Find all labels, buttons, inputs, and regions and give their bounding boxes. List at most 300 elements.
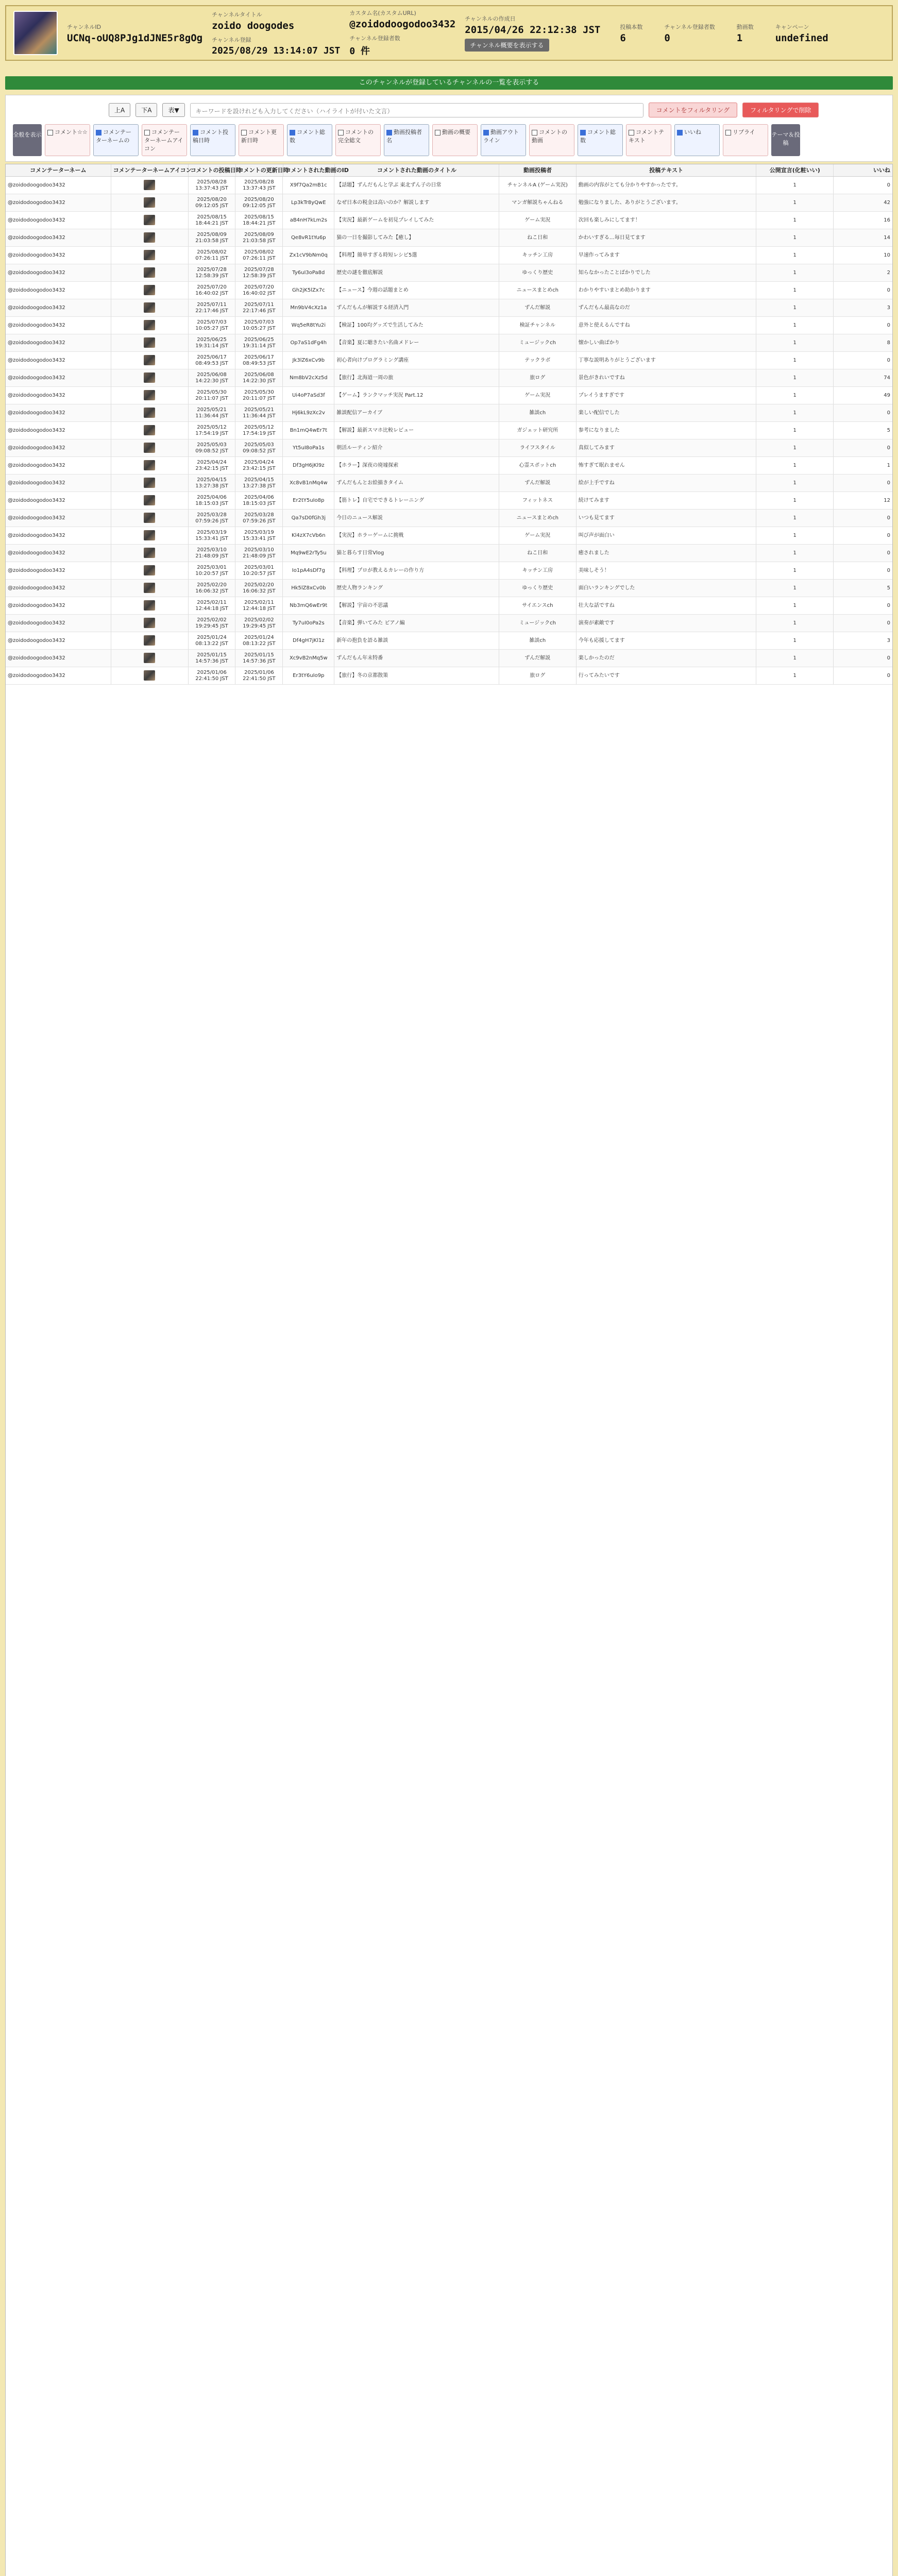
- commenter-avatar-icon: [144, 478, 155, 488]
- cell-posted: 2025/02/02 19:29:45 JST: [189, 615, 236, 632]
- cell-pub: 1: [756, 492, 834, 509]
- cell-updated: 2025/08/28 13:37:43 JST: [235, 177, 283, 194]
- cell-pub: 1: [756, 212, 834, 229]
- cell-name[interactable]: @zoidodoogodoo3432: [6, 562, 111, 579]
- table-row[interactable]: [6, 562, 892, 580]
- cell-likes: 0: [887, 620, 890, 626]
- filter-button[interactable]: コメントをフィルタリング: [649, 103, 737, 117]
- cell-name[interactable]: @zoidodoogodoo3432: [6, 650, 111, 667]
- table-row[interactable]: [6, 194, 892, 212]
- cell-text: 次回も楽しみにしてます！: [577, 212, 757, 229]
- cell-likes: 0: [887, 515, 890, 521]
- commenter-icon-cell: [111, 369, 189, 386]
- cell-updated: 2025/08/09 21:03:58 JST: [235, 229, 283, 246]
- commenter-icon-cell: [111, 615, 189, 632]
- cell-pub: 1: [756, 247, 834, 264]
- table-row[interactable]: [6, 299, 892, 317]
- cell-title: 新年の抱負を語る雑談: [334, 632, 499, 649]
- cell-pub: 1: [756, 562, 834, 579]
- cell-posted: 2025/07/28 12:58:39 JST: [189, 264, 236, 281]
- column-toggle-label: コメント☆☆: [55, 129, 88, 135]
- cell-likes: 5: [887, 585, 890, 591]
- column-toggle-label: コメントの完全総文: [338, 129, 374, 144]
- table-row[interactable]: [6, 457, 892, 474]
- table-row[interactable]: [6, 264, 892, 282]
- column-toggle-label: コメントの動画: [532, 129, 567, 144]
- cell-video-id[interactable]: Mn9bV4cXz1a: [283, 299, 334, 316]
- cell-name[interactable]: @zoidodoogodoo3432: [6, 212, 111, 229]
- cell-updated: 2025/04/24 23:42:15 JST: [235, 457, 283, 474]
- commenter-icon-cell: [111, 545, 189, 562]
- cell-name[interactable]: @zoidodoogodoo3432: [6, 317, 111, 334]
- cell-video-id[interactable]: Io1pA4sDf7g: [283, 562, 334, 579]
- cell-likes: 49: [884, 393, 890, 398]
- table-row[interactable]: [6, 545, 892, 562]
- cell-name[interactable]: @zoidodoogodoo3432: [6, 404, 111, 421]
- column-header[interactable]: 投稿テキスト: [577, 164, 756, 176]
- column-toggle[interactable]: [723, 124, 768, 156]
- cell-likes: 8: [887, 340, 890, 346]
- sort-button-1[interactable]: 上A: [109, 103, 130, 117]
- cell-title: 【検証】100均グッズで生活してみた: [334, 317, 499, 334]
- cell-name[interactable]: @zoidodoogodoo3432: [6, 264, 111, 281]
- cell-name[interactable]: @zoidodoogodoo3432: [6, 474, 111, 492]
- channel-id-label: チャンネルID: [67, 23, 101, 30]
- column-toggle[interactable]: [142, 124, 187, 156]
- commenter-icon-cell: [111, 492, 189, 509]
- cell-posted: 2025/05/21 11:36:44 JST: [189, 404, 236, 421]
- column-toggle[interactable]: [45, 124, 90, 156]
- cell-video-id[interactable]: Ui4oP7aSd3f: [283, 387, 334, 404]
- cell-text: いつも見てます: [577, 510, 757, 527]
- cell-posted: 2025/03/19 15:33:41 JST: [189, 527, 236, 544]
- sort-button-2[interactable]: 下A: [135, 103, 157, 117]
- cell-name[interactable]: @zoidodoogodoo3432: [6, 247, 111, 264]
- cell-title: ずんだもんとお絵描きタイム: [334, 474, 499, 492]
- cell-text: 壮大な話ですね: [577, 597, 757, 614]
- table-row[interactable]: [6, 387, 892, 404]
- table-header: [6, 164, 892, 177]
- table-row[interactable]: [6, 317, 892, 334]
- cell-updated: 2025/07/28 12:58:39 JST: [235, 264, 283, 281]
- filter-panel: [5, 95, 893, 162]
- cell-author: ミュージックch: [499, 334, 577, 351]
- cell-name[interactable]: @zoidodoogodoo3432: [6, 352, 111, 369]
- column-toggle[interactable]: [93, 124, 139, 156]
- custom-url: @zoidodoogodoo3432: [349, 19, 456, 30]
- cell-pub: 1: [756, 422, 834, 439]
- cell-title: 【料理】簡単すぎる時短レシピ5選: [334, 247, 499, 264]
- stat-videos-label: 動画数: [736, 23, 754, 30]
- cell-name[interactable]: @zoidodoogodoo3432: [6, 334, 111, 351]
- commenter-avatar-icon: [144, 425, 155, 435]
- table-row[interactable]: [6, 650, 892, 667]
- column-toggle[interactable]: [674, 124, 720, 156]
- custom-url-block: [349, 6, 455, 60]
- cell-video-id[interactable]: Ty6uI3oPa8d: [283, 264, 334, 281]
- table-row[interactable]: [6, 580, 892, 597]
- column-toggle-label: コメント総数: [290, 129, 325, 144]
- commenter-avatar-icon: [144, 267, 155, 278]
- cell-posted: 2025/04/15 13:27:38 JST: [189, 474, 236, 492]
- checkbox-icon: [725, 130, 731, 135]
- table-row[interactable]: [6, 667, 892, 685]
- cell-title: 雑談配信アーカイブ: [334, 404, 499, 421]
- cell-name[interactable]: @zoidodoogodoo3432: [6, 510, 111, 527]
- cell-pub: 1: [756, 510, 834, 527]
- cell-video-id[interactable]: Op7aS1dFg4h: [283, 334, 334, 351]
- cell-likes: 0: [887, 410, 890, 416]
- column-toggle-label: 動画アウトライン: [483, 129, 519, 144]
- cell-updated: 2025/08/15 18:44:21 JST: [235, 212, 283, 229]
- cell-author: 検証チャンネル: [499, 317, 577, 334]
- commenter-icon-cell: [111, 510, 189, 527]
- table-row[interactable]: [6, 247, 892, 264]
- cell-name[interactable]: @zoidodoogodoo3432: [6, 492, 111, 509]
- cell-video-id[interactable]: Er2tY5uIo8p: [283, 492, 334, 509]
- cell-name[interactable]: @zoidodoogodoo3432: [6, 615, 111, 632]
- cell-name[interactable]: @zoidodoogodoo3432: [6, 299, 111, 316]
- cell-text: かわいすぎる…毎日見てます: [577, 229, 757, 246]
- cell-title: 歴史の謎を徹底解説: [334, 264, 499, 281]
- cell-likes: 1: [887, 463, 890, 468]
- channel-stats: [620, 23, 828, 44]
- cell-updated: 2025/08/20 09:12:05 JST: [235, 194, 283, 211]
- cell-video-id[interactable]: Hj6kL9zXc2v: [283, 404, 334, 421]
- stat-videos: [737, 23, 754, 44]
- column-toggle[interactable]: [190, 124, 235, 156]
- table-row[interactable]: [6, 282, 892, 299]
- commenter-icon-cell: [111, 247, 189, 264]
- table-row[interactable]: [6, 492, 892, 510]
- cell-posted: 2025/02/20 16:06:32 JST: [189, 580, 236, 597]
- cell-author: ガジェット研究所: [499, 422, 577, 439]
- cell-title: 歴史人物ランキング: [334, 580, 499, 597]
- cell-likes: 5: [887, 428, 890, 433]
- channel-avatar: [13, 11, 58, 55]
- table-row[interactable]: [6, 334, 892, 352]
- column-toggle[interactable]: [239, 124, 284, 156]
- cell-posted: 2025/07/11 22:17:46 JST: [189, 299, 236, 316]
- stat-subs-label: チャンネル登録者数: [664, 23, 715, 30]
- table-row[interactable]: [6, 474, 892, 492]
- commenter-icon-cell: [111, 404, 189, 421]
- cell-name[interactable]: @zoidodoogodoo3432: [6, 457, 111, 474]
- cell-posted: 2025/08/20 09:12:05 JST: [189, 194, 236, 211]
- cell-pub: 1: [756, 667, 834, 684]
- commenter-avatar-icon: [144, 600, 155, 611]
- column-toggle[interactable]: [432, 124, 478, 156]
- column-toggle-label: コメント更新日時: [241, 129, 277, 144]
- cell-title: ずんだもん年末特番: [334, 650, 499, 667]
- cell-updated: 2025/03/01 10:20:57 JST: [235, 562, 283, 579]
- table-row[interactable]: [6, 615, 892, 632]
- table-row[interactable]: [6, 229, 892, 247]
- column-header[interactable]: コメントの更新日時: [236, 164, 283, 176]
- cell-author: ゲーム実況: [499, 387, 577, 404]
- table-row[interactable]: [6, 369, 892, 387]
- cell-title: 【旅行】冬の京都散策: [334, 667, 499, 684]
- cell-updated: 2025/02/11 12:44:18 JST: [235, 597, 283, 614]
- cell-video-id[interactable]: Df4gH7jKl1z: [283, 632, 334, 649]
- cell-pub: 1: [756, 527, 834, 544]
- cell-title: 【解説】宇宙の不思議: [334, 597, 499, 614]
- commenter-icon-cell: [111, 527, 189, 544]
- cell-name[interactable]: @zoidodoogodoo3432: [6, 177, 111, 194]
- column-header[interactable]: コメントの投稿日時: [189, 164, 236, 176]
- commenter-icon-cell: [111, 212, 189, 229]
- created-date: 2015/04/26 22:12:38 JST: [465, 24, 601, 36]
- commenter-icon-cell: [111, 177, 189, 194]
- commenter-avatar-icon: [144, 460, 155, 470]
- cell-title: 【話題】ずんだもんと学ぶ 東北ずん子の日常: [334, 177, 499, 194]
- cell-author: ずんだ解説: [499, 650, 577, 667]
- cell-name[interactable]: @zoidodoogodoo3432: [6, 387, 111, 404]
- commenter-avatar-icon: [144, 635, 155, 646]
- column-header[interactable]: コメントされた動画のタイトル: [335, 164, 500, 176]
- cell-video-id[interactable]: Lp3kTr8yQwE: [283, 194, 334, 211]
- column-header[interactable]: 公開宣言(化粧いい): [756, 164, 834, 176]
- commenter-avatar-icon: [144, 513, 155, 523]
- cell-updated: 2025/01/24 08:13:22 JST: [235, 632, 283, 649]
- cell-updated: 2025/05/12 17:54:19 JST: [235, 422, 283, 439]
- checkbox-icon: [532, 130, 537, 135]
- cell-updated: 2025/03/28 07:59:26 JST: [235, 510, 283, 527]
- commenter-avatar-icon: [144, 495, 155, 505]
- cell-video-id[interactable]: Xc9vB2nMq5w: [283, 650, 334, 667]
- cell-author: テックラボ: [499, 352, 577, 369]
- checkbox-icon: [483, 130, 489, 135]
- cell-video-id[interactable]: Nm8bV2cXz5d: [283, 369, 334, 386]
- cell-title: 【筋トレ】自宅でできるトレーニング: [334, 492, 499, 509]
- cell-name[interactable]: @zoidodoogodoo3432: [6, 527, 111, 544]
- cell-likes: 0: [887, 673, 890, 679]
- cell-updated: 2025/04/06 18:15:03 JST: [235, 492, 283, 509]
- cell-text: 続けてみます: [577, 492, 757, 509]
- cell-name[interactable]: @zoidodoogodoo3432: [6, 229, 111, 246]
- subscriptions-banner[interactable]: このチャンネルが登録しているチャンネルの一覧を表示する: [5, 76, 893, 90]
- cell-pub: 1: [756, 282, 834, 299]
- cell-posted: 2025/08/09 21:03:58 JST: [189, 229, 236, 246]
- cell-name[interactable]: @zoidodoogodoo3432: [6, 282, 111, 299]
- cell-updated: 2025/03/10 21:48:09 JST: [235, 545, 283, 562]
- cell-text: 懐かしい曲ばかり: [577, 334, 757, 351]
- commenter-icon-cell: [111, 562, 189, 579]
- commenter-avatar-icon: [144, 250, 155, 260]
- cell-name[interactable]: @zoidodoogodoo3432: [6, 194, 111, 211]
- cell-text: 早速作ってみます: [577, 247, 757, 264]
- cell-posted: 2025/01/24 08:13:22 JST: [189, 632, 236, 649]
- table-row[interactable]: [6, 212, 892, 229]
- cell-video-id[interactable]: Nb3mQ6wEr9t: [283, 597, 334, 614]
- cell-likes: 0: [887, 358, 890, 363]
- cell-author: ゲーム実況: [499, 212, 577, 229]
- cell-name[interactable]: @zoidodoogodoo3432: [6, 422, 111, 439]
- commenter-icon-cell: [111, 264, 189, 281]
- cell-video-id[interactable]: Yt5uI8oPa1s: [283, 439, 334, 456]
- cell-name[interactable]: @zoidodoogodoo3432: [6, 439, 111, 456]
- commenter-icon-cell: [111, 282, 189, 299]
- cell-posted: 2025/06/08 14:22:30 JST: [189, 369, 236, 386]
- column-toggle-label: コメントテキスト: [629, 129, 664, 144]
- cell-posted: 2025/07/03 10:05:27 JST: [189, 317, 236, 334]
- stat-videos-value: 1: [736, 32, 743, 44]
- theme-toggle-button[interactable]: テーマ＆投稿: [771, 124, 800, 156]
- cell-text: 楽しかったのだ: [577, 650, 757, 667]
- table-row[interactable]: [6, 527, 892, 545]
- cell-pub: 1: [756, 317, 834, 334]
- cell-likes: 74: [884, 375, 890, 381]
- registered-label: チャンネル登録: [212, 36, 251, 43]
- subscribers-count: 0 件: [349, 46, 370, 57]
- cell-title: 【音楽】夏に聴きたい名曲メドレー: [334, 334, 499, 351]
- column-header[interactable]: いいね: [873, 167, 890, 174]
- table-row[interactable]: [6, 439, 892, 457]
- show-all-button[interactable]: 全般を表示: [13, 124, 42, 156]
- cell-name[interactable]: @zoidodoogodoo3432: [6, 597, 111, 614]
- commenter-icon-cell: [111, 387, 189, 404]
- column-header[interactable]: コメンテーターネーム: [6, 164, 111, 176]
- cell-video-id[interactable]: Jk3lZ6xCv9b: [283, 352, 334, 369]
- column-toggle[interactable]: [626, 124, 671, 156]
- cell-video-id[interactable]: Gh2jK5lZx7c: [283, 282, 334, 299]
- cell-author: ゆっくり歴史: [499, 264, 577, 281]
- table-row[interactable]: [6, 422, 892, 439]
- cell-pub: 1: [756, 194, 834, 211]
- cell-likes: 0: [887, 182, 890, 188]
- cell-text: ずんだもん最高なのだ: [577, 299, 757, 316]
- table-row[interactable]: [6, 177, 892, 194]
- cell-updated: 2025/06/08 14:22:30 JST: [235, 369, 283, 386]
- commenter-icon-cell: [111, 650, 189, 667]
- cell-text: 参考になりました: [577, 422, 757, 439]
- column-toggle[interactable]: [287, 124, 332, 156]
- cell-video-id[interactable]: Kl4zX7cVb6n: [283, 527, 334, 544]
- table-row[interactable]: [6, 352, 892, 369]
- cell-posted: 2025/04/24 23:42:15 JST: [189, 457, 236, 474]
- cell-author: ゲーム実況: [499, 527, 577, 544]
- stat-subs: [664, 23, 715, 44]
- commenter-avatar-icon: [144, 215, 155, 225]
- cell-text: 楽しい配信でした: [577, 404, 757, 421]
- cell-pub: 1: [756, 229, 834, 246]
- cell-video-id[interactable]: Zx1cV9bNm0q: [283, 247, 334, 264]
- registered-date: 2025/08/29 13:14:07 JST: [212, 45, 341, 56]
- cell-video-id[interactable]: Bn1mQ4wEr7t: [283, 422, 334, 439]
- cell-title: 【実況】最新ゲームを初見プレイしてみた: [334, 212, 499, 229]
- cell-name[interactable]: @zoidodoogodoo3432: [6, 580, 111, 597]
- stat-posts-value: 6: [620, 32, 626, 44]
- column-toggle[interactable]: [335, 124, 381, 156]
- keyword-input[interactable]: キーワードを設けれども入力してください（ハイライトが付いた文言）: [190, 103, 643, 117]
- column-toggle[interactable]: [481, 124, 526, 156]
- checkbox-icon: [386, 130, 392, 135]
- cell-title: 【旅行】北海道一周の旅: [334, 369, 499, 386]
- commenter-avatar-icon: [144, 320, 155, 330]
- column-toggle-label: 動画の概要: [442, 129, 470, 135]
- open-channel-button[interactable]: チャンネル概要を表示する: [465, 39, 549, 52]
- cell-video-id[interactable]: Ty7uI0oPa2s: [283, 615, 334, 632]
- cell-title: 今日のニュース解説: [334, 510, 499, 527]
- cell-updated: 2025/05/03 09:08:52 JST: [235, 439, 283, 456]
- column-toggle[interactable]: [384, 124, 429, 156]
- cell-likes: 0: [887, 287, 890, 293]
- cell-video-id[interactable]: Wq5eR8tYu2i: [283, 317, 334, 334]
- commenter-avatar-icon: [144, 548, 155, 558]
- cell-pub: 1: [756, 369, 834, 386]
- cell-pub: 1: [756, 299, 834, 316]
- cell-name[interactable]: @zoidodoogodoo3432: [6, 667, 111, 684]
- cell-video-id[interactable]: Xc8vB1nMq4w: [283, 474, 334, 492]
- table-row[interactable]: [6, 510, 892, 527]
- column-toggle[interactable]: [578, 124, 623, 156]
- commenter-avatar-icon: [144, 337, 155, 348]
- cell-author: サイエンスch: [499, 597, 577, 614]
- commenter-avatar-icon: [144, 372, 155, 383]
- column-header[interactable]: 動画投稿者: [499, 164, 577, 176]
- cell-title: 【ニュース】今週の話題まとめ: [334, 282, 499, 299]
- custom-url-label: カスタム名(カスタムURL): [349, 10, 416, 16]
- commenter-icon-cell: [111, 667, 189, 684]
- cell-video-id[interactable]: aB4nH7kLm2s: [283, 212, 334, 229]
- column-toggle-label: コメント投稿日時: [193, 129, 228, 144]
- cell-text: 意外と使えるんですね: [577, 317, 757, 334]
- channel-header: [5, 5, 893, 61]
- filter-toolbar: [109, 103, 819, 117]
- cell-video-id[interactable]: Er3tY6uIo9p: [283, 667, 334, 684]
- column-toggle-label: コメンテーターネームの: [96, 129, 131, 144]
- cell-video-id[interactable]: Df3gH6jKl9z: [283, 457, 334, 474]
- cell-title: 【実況】ホラーゲームに挑戦: [334, 527, 499, 544]
- cell-updated: 2025/02/20 16:06:32 JST: [235, 580, 283, 597]
- sort-button-3[interactable]: 表▼: [162, 103, 184, 117]
- column-header[interactable]: コメントされた動画のID: [283, 164, 335, 176]
- cell-posted: 2025/03/10 21:48:09 JST: [189, 545, 236, 562]
- comments-table: [5, 164, 893, 2576]
- cell-name[interactable]: @zoidodoogodoo3432: [6, 632, 111, 649]
- reset-filter-button[interactable]: フィルタリングで削除: [742, 103, 819, 117]
- subscribers-label: チャンネル登録者数: [349, 35, 400, 42]
- cell-author: 旅ログ: [499, 369, 577, 386]
- cell-text: 今年も応援してます: [577, 632, 757, 649]
- cell-author: ライフスタイル: [499, 439, 577, 456]
- cell-author: ニュースまとめch: [499, 282, 577, 299]
- cell-video-id[interactable]: Hk5lZ8xCv0b: [283, 580, 334, 597]
- cell-likes: 0: [887, 445, 890, 451]
- cell-video-id[interactable]: Qa7sD0fGh3j: [283, 510, 334, 527]
- checkbox-icon: [96, 130, 101, 135]
- commenter-avatar-icon: [144, 390, 155, 400]
- stat-posts-label: 投稿本数: [620, 23, 643, 30]
- cell-name[interactable]: @zoidodoogodoo3432: [6, 545, 111, 562]
- cell-text: 動画の内容がとても分かりやすかったです。: [577, 177, 757, 194]
- cell-video-id[interactable]: Mq9wE2rTy5u: [283, 545, 334, 562]
- column-header[interactable]: コメンテーターネームアイコン: [111, 164, 189, 176]
- cell-name[interactable]: @zoidodoogodoo3432: [6, 369, 111, 386]
- cell-video-id[interactable]: Qe8vR1tYu6p: [283, 229, 334, 246]
- cell-likes: 0: [887, 568, 890, 573]
- commenter-icon-cell: [111, 352, 189, 369]
- commenter-avatar-icon: [144, 285, 155, 295]
- cell-author: フィットネス: [499, 492, 577, 509]
- checkbox-icon: [435, 130, 440, 135]
- table-row[interactable]: [6, 404, 892, 422]
- table-row[interactable]: [6, 632, 892, 650]
- cell-pub: 1: [756, 334, 834, 351]
- cell-video-id[interactable]: X9f7Qa2mB1c: [283, 177, 334, 194]
- table-row[interactable]: [6, 597, 892, 615]
- column-toggle[interactable]: [529, 124, 574, 156]
